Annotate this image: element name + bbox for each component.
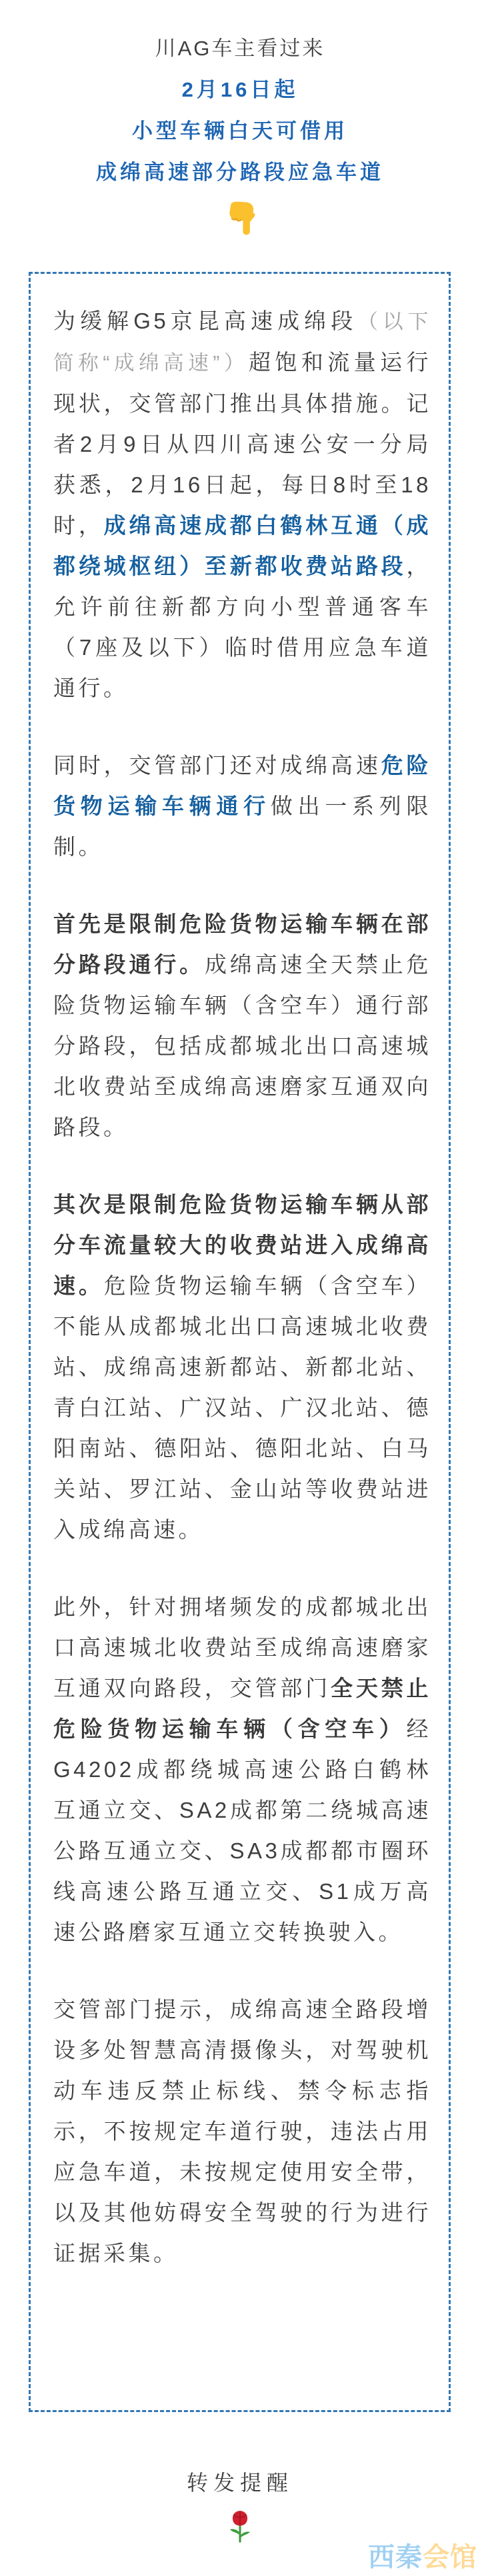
page-title: 川AG车主看过来 xyxy=(155,37,325,60)
paragraph xyxy=(53,904,431,1147)
watermark-part-1: 西秦 xyxy=(368,2543,423,2572)
watermark xyxy=(368,2544,477,2571)
share-reminder-label: 转发提醒 xyxy=(186,2471,293,2495)
text-run-blue-bold: 成绵高速成都白鹤林互通（成都绕城枢纽）至新都收费站路段 xyxy=(53,513,432,578)
text-run-normal: 交管部门提示，成绵高速全路段增设多处智慧高清摄像头，对驾驶机动车违反禁止标线、禁令标志指示，不按规定车道行驶，违法占用应急车道，未按规定使用安全带，以及其他妨碍安全驾驶的行为进行证据采集。 xyxy=(53,1997,431,2265)
text-run-blue-bold: 危险货物运输车辆通行 xyxy=(53,753,432,818)
text-run-normal: ，允许前往新都方向小型普通客车（7座及以下）临时借用应急车道通行。 xyxy=(53,554,431,700)
paragraph xyxy=(53,1587,431,1952)
subtitle-line-1: 2月16日起 xyxy=(181,78,299,101)
text-run-muted: （以下简称“成绵高速”） xyxy=(53,310,431,374)
paragraph-list xyxy=(53,301,431,2273)
text-run-bold: 首先是限制危险货物运输车辆在部分路段通行。 xyxy=(53,912,431,977)
paragraph xyxy=(53,745,431,867)
paragraph xyxy=(53,301,431,708)
rose-icon xyxy=(0,2509,480,2544)
text-run-normal: 成绵高速全天禁止危险货物运输车辆（含空车）通行部分路段，包括成都城北出口高速城北收费站至成绵高速磨家互通双向路段。 xyxy=(53,952,432,1139)
paragraph xyxy=(53,1989,431,2273)
subtitle-line-2: 小型车辆白天可借用 xyxy=(132,119,348,143)
text-run-normal: 为缓解G5京昆高速成绵段 xyxy=(53,309,358,333)
backhand-index-pointing-down-icon xyxy=(0,200,480,237)
paragraph xyxy=(53,1184,431,1550)
watermark-part-2: 会馆 xyxy=(423,2543,477,2572)
article-header xyxy=(0,0,480,237)
text-run-bold: 其次是限制危险货物运输车辆从部分车流量较大的收费站进入成绵高速。 xyxy=(53,1192,431,1298)
text-run-normal: 做出一系列限制。 xyxy=(53,794,432,859)
article-footer xyxy=(0,2469,480,2544)
text-run-normal: 此外，针对拥堵频发的成都城北出口高速城北收费站至成绵高速磨家互通双向路段，交管部门 xyxy=(53,1595,431,1700)
text-run-normal: 同时，交管部门还对成绵高速 xyxy=(53,753,381,778)
text-run-normal: 超饱和流量运行现状，交管部门推出具体措施。记者2月9日从四川高速公安一分局获悉，2月16日起，每日8时至18时， xyxy=(53,350,431,538)
article-body-box xyxy=(29,272,451,2412)
text-run-bold: 全天禁止危险货物运输车辆（含空车） xyxy=(53,1676,432,1741)
subtitle-line-3: 成绵高速部分路段应急车道 xyxy=(96,161,384,184)
text-run-normal: 经G4202成都绕城高速公路白鹤林互通立交、SA2成都第二绕城高速公路互通立交、SA3成都都市圈环线高速公路互通立交、S1成万高速公路磨家互通立交转换驶入。 xyxy=(53,1716,431,1944)
text-run-normal: 危险货物运输车辆（含空车）不能从成都城北出口高速城北收费站、成绵高速新都站、新都北站、青白江站、广汉站、广汉北站、德阳南站、德阳站、德阳北站、白马关站、罗江站、金山站等收费站进入成绵高速。 xyxy=(53,1273,432,1542)
